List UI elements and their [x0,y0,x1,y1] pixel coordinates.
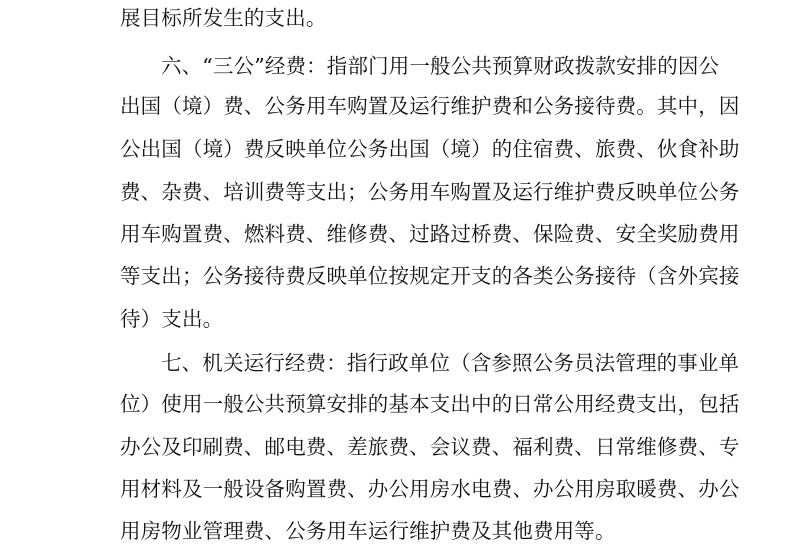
paragraph-line: 用车购置费、燃料费、维修费、过路过桥费、保险费、安全奖励费用 [120,222,740,246]
paragraph-line: 用房物业管理费、公务用车运行维护费及其他费用等。 [120,519,616,543]
paragraph-line: 六、“三公”经费：指部门用一般公共预算财政拨款安排的因公 [161,54,720,78]
paragraph-line: 公出国（境）费反映单位公务出国（境）的住宿费、旅费、伙食补助 [120,137,740,161]
paragraph-line: 用材料及一般设备购置费、办公用房水电费、办公用房取暖费、办公 [120,477,740,501]
paragraph-line: 办公及印刷费、邮电费、差旅费、会议费、福利费、日常维修费、专 [120,435,740,459]
paragraph-line: 待）支出。 [120,307,224,331]
paragraph-line: 出国（境）费、公务用车购置及运行维护费和公务接待费。其中，因 [120,94,740,118]
paragraph-line: 费、杂费、培训费等支出；公务用车购置及运行维护费反映单位公务 [120,180,740,204]
paragraph-line: 七、机关运行经费：指行政单位（含参照公务员法管理的事业单 [161,351,740,375]
paragraph-line: 等支出；公务接待费反映单位按规定开支的各类公务接待（含外宾接 [120,264,740,288]
paragraph-line: 展目标所发生的支出。 [120,6,327,30]
paragraph-line: 位）使用一般公共预算安排的基本支出中的日常公用经费支出，包括 [120,392,740,416]
